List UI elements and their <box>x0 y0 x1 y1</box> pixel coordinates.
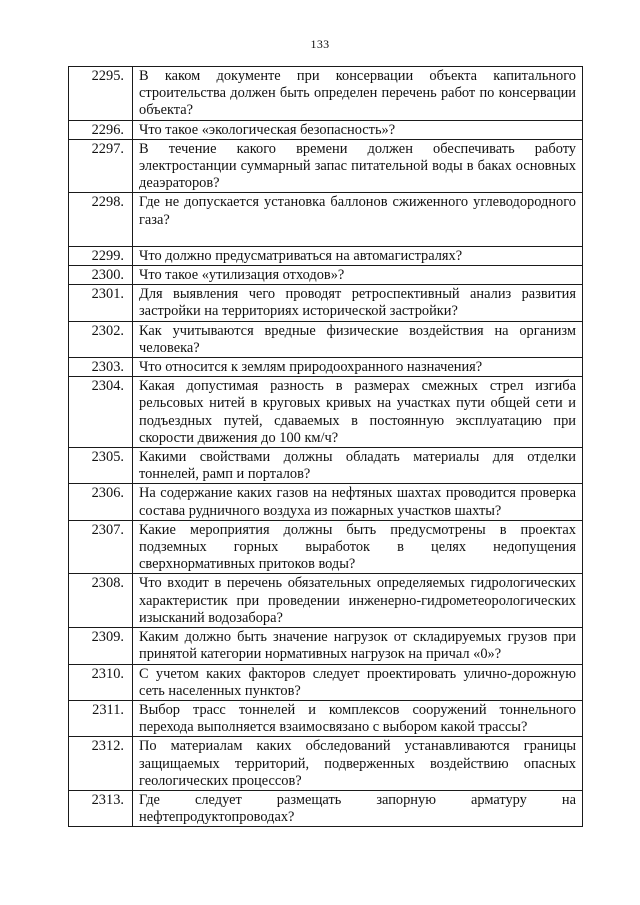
table-row <box>69 520 583 574</box>
table-row <box>69 266 583 285</box>
table-row <box>69 193 583 246</box>
page-number: 133 <box>310 37 330 51</box>
question-text: Что относится к землям природоохранного назначения? <box>133 358 583 377</box>
question-text: Для выявления чего проводят ретроспективный анализ развития застройки на территориях исторической застройки? <box>133 285 583 321</box>
question-number: 2302. <box>69 321 133 357</box>
question-number: 2310. <box>69 664 133 700</box>
table-row <box>69 628 583 664</box>
question-number: 2303. <box>69 358 133 377</box>
table-row <box>69 285 583 321</box>
question-number: 2299. <box>69 246 133 265</box>
table-row <box>69 358 583 377</box>
question-text: В каком документе при консервации объекта капитального строительства должен быть определен перечень работ по консервации объекта? <box>133 67 583 121</box>
table-row <box>69 377 583 448</box>
question-text: Где следует размещать запорную арматуру на нефтепродуктопроводах? <box>133 790 583 826</box>
question-text: Как учитываются вредные физические воздействия на организм человека? <box>133 321 583 357</box>
question-number: 2304. <box>69 377 133 448</box>
question-text: С учетом каких факторов следует проектировать улично-дорожную сеть населенных пунктов? <box>133 664 583 700</box>
question-number: 2311. <box>69 700 133 736</box>
question-number: 2308. <box>69 574 133 628</box>
table-row <box>69 139 583 193</box>
table-row <box>69 484 583 520</box>
question-text: Что такое «утилизация отходов»? <box>133 266 583 285</box>
question-text: Где не допускается установка баллонов сжиженного углеводородного газа? <box>133 193 583 246</box>
question-number: 2295. <box>69 67 133 121</box>
table-row <box>69 790 583 826</box>
question-text: Что входит в перечень обязательных определяемых гидрологических характеристик при проведении инженерно-гидрометеорологических изысканий водозабора? <box>133 574 583 628</box>
question-number: 2305. <box>69 448 133 484</box>
questions-table <box>68 66 583 827</box>
table-row <box>69 574 583 628</box>
question-number: 2300. <box>69 266 133 285</box>
question-number: 2298. <box>69 193 133 246</box>
question-text: По материалам каких обследований устанавливаются границы защищаемых территорий, подверженных воздействию опасных геологических процессов? <box>133 737 583 791</box>
table-row <box>69 448 583 484</box>
question-number: 2297. <box>69 139 133 193</box>
question-text: Что такое «экологическая безопасность»? <box>133 120 583 139</box>
question-number: 2312. <box>69 737 133 791</box>
table-row <box>69 321 583 357</box>
table-row <box>69 700 583 736</box>
question-number: 2296. <box>69 120 133 139</box>
question-text: Какими свойствами должны обладать материалы для отделки тоннелей, рамп и порталов? <box>133 448 583 484</box>
question-text: Что должно предусматриваться на автомагистралях? <box>133 246 583 265</box>
question-text: На содержание каких газов на нефтяных шахтах проводится проверка состава рудничного воздуха из пожарных участков шахты? <box>133 484 583 520</box>
table-row <box>69 67 583 121</box>
question-number: 2306. <box>69 484 133 520</box>
question-text: Выбор трасс тоннелей и комплексов сооружений тоннельного перехода выполняется взаимосвязано с выбором какой трассы? <box>133 700 583 736</box>
question-number: 2309. <box>69 628 133 664</box>
question-number: 2307. <box>69 520 133 574</box>
table-row <box>69 246 583 265</box>
question-number: 2313. <box>69 790 133 826</box>
table-row <box>69 664 583 700</box>
question-number: 2301. <box>69 285 133 321</box>
question-text: Какая допустимая разность в размерах смежных стрел изгиба рельсовых нитей в круговых кривых на участках пути общей сети и подъездных путей, сдаваемых в постоянную эксплуатацию при скорости движения до 100 км/ч? <box>133 377 583 448</box>
question-text: Каким должно быть значение нагрузок от складируемых грузов при принятой категории нормативных нагрузок на причал «0»? <box>133 628 583 664</box>
question-text: В течение какого времени должен обеспечивать работу электростанции суммарный запас питательной воды в баках основных деаэраторов? <box>133 139 583 193</box>
table-row <box>69 737 583 791</box>
question-text: Какие мероприятия должны быть предусмотрены в проектах подземных горных выработок в целях недопущения сверхнормативных притоков воды? <box>133 520 583 574</box>
table-row <box>69 120 583 139</box>
